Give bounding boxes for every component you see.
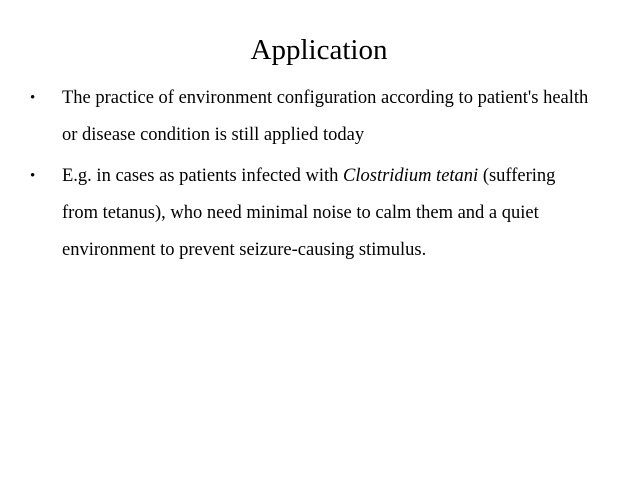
bullet-marker: • <box>30 168 36 184</box>
species-name: Clostridium tetani <box>343 166 479 186</box>
bullet-list <box>30 80 590 273</box>
bullet-item-2 <box>30 158 590 269</box>
bullet-text-after: (suffering from tetanus), who need minimal noise to calm them and a quiet environment to prevent seizure-causing stimulus. <box>62 166 556 260</box>
bullet-item-1 <box>30 80 590 154</box>
bullet-text: The practice of environment configuration according to patient's health or disease condition is still applied today <box>62 88 589 145</box>
bullet-text-before: E.g. in cases as patients infected with <box>62 166 344 186</box>
bullet-marker: • <box>30 90 36 106</box>
slide-title: Application <box>250 34 388 66</box>
